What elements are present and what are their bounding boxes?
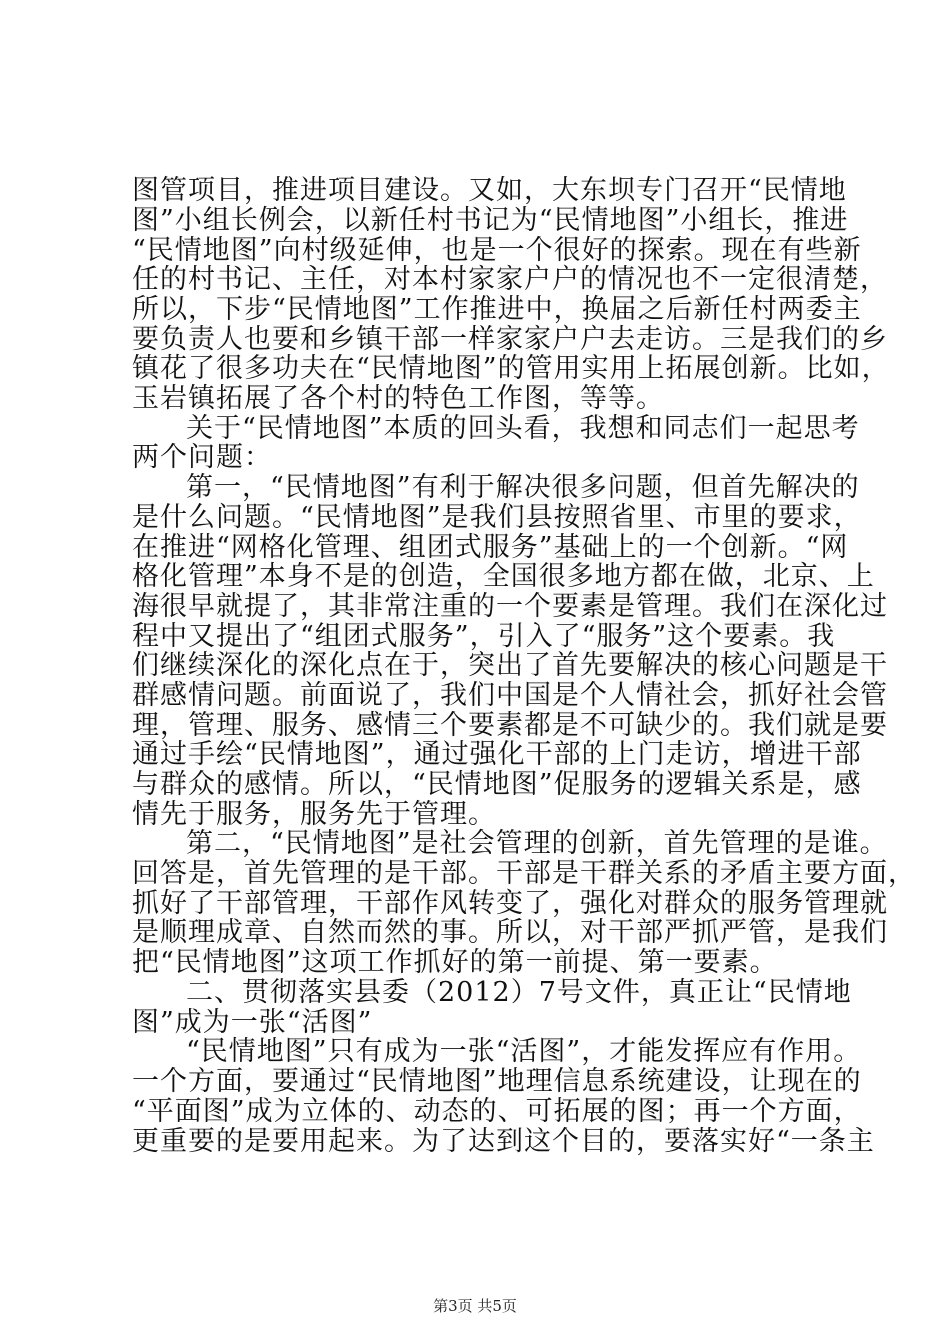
text-line: 第二，“民情地图”是社会管理的创新，首先管理的是谁。 [186, 828, 888, 859]
text-line: 回答是，首先管理的是干部。干部是干群关系的矛盾主要方面， [132, 858, 916, 889]
text-line: 图管项目，推进项目建设。又如，大东坝专门召开“民情地 [132, 175, 847, 206]
text-line: 关于“民情地图”本质的回头看，我想和同志们一起思考 [186, 413, 860, 444]
text-line: 要负责人也要和乡镇干部一样家家户户去走访。三是我们的乡 [132, 324, 888, 355]
text-line: 在推进“网格化管理、组团式服务”基础上的一个创新。“网 [132, 532, 849, 563]
text-line: 任的村书记、主任，对本村家家户户的情况也不一定很清楚， [132, 264, 888, 295]
text-line: “平面图”成为立体的、动态的、可拓展的图；再一个方面， [132, 1096, 862, 1127]
text-line: 第一，“民情地图”有利于解决很多问题，但首先解决的 [186, 472, 860, 503]
text-line: 通过手绘“民情地图”，通过强化干部的上门走访，增进干部 [132, 739, 862, 770]
text-line: 玉岩镇拓展了各个村的特色工作图，等等。 [132, 383, 664, 414]
text-line: 图”小组长例会，以新任村书记为“民情地图”小组长，推进 [132, 205, 849, 236]
page-footer: 第3页 共5页 [433, 1297, 517, 1315]
text-line: 两个问题： [132, 442, 272, 473]
text-line: “民情地图”向村级延伸，也是一个很好的探索。现在有些新 [132, 235, 862, 266]
text-line: 群感情问题。前面说了，我们中国是个人情社会，抓好社会管 [132, 680, 888, 711]
text-line: 图”成为一张“活图” [132, 1007, 373, 1038]
text-line: 更重要的是要用起来。为了达到这个目的，要落实好“一条主 [132, 1126, 875, 1157]
text-line: 海很早就提了，其非常注重的一个要素是管理。我们在深化过 [132, 591, 888, 622]
text-line: 镇花了很多功夫在“民情地图”的管用实用上拓展创新。比如， [132, 353, 890, 384]
text-line: 是顺理成章、自然而然的事。所以，对干部严抓严管，是我们 [132, 917, 888, 948]
text-line: 格化管理”本身不是的创造，全国很多地方都在做，北京、上 [132, 561, 875, 592]
text-line: 与群众的感情。所以，“民情地图”促服务的逻辑关系是，感 [132, 769, 862, 800]
text-line: “民情地图”只有成为一张“活图”，才能发挥应有作用。 [186, 1036, 862, 1067]
text-line: 情先于服务，服务先于管理。 [132, 799, 496, 830]
text-line: 所以，下步“民情地图”工作推进中，换届之后新任村两委主 [132, 294, 862, 325]
text-line: 抓好了干部管理，干部作风转变了，强化对群众的服务管理就 [132, 888, 888, 919]
text-line: 一个方面，要通过“民情地图”地理信息系统建设，让现在的 [132, 1066, 862, 1097]
text-line: 二、贯彻落实县委（2012）7号文件，真正让“民情地 [186, 977, 852, 1008]
text-line: 们继续深化的深化点在于，突出了首先要解决的核心问题是干 [132, 650, 888, 681]
text-line: 把“民情地图”这项工作抓好的第一前提、第一要素。 [132, 947, 778, 978]
text-line: 程中又提出了“组团式服务”，引入了“服务”这个要素。我 [132, 621, 836, 652]
text-line: 是什么问题。“民情地图”是我们县按照省里、市里的要求， [132, 502, 862, 533]
text-line: 理，管理、服务、感情三个要素都是不可缺少的。我们就是要 [132, 710, 888, 741]
